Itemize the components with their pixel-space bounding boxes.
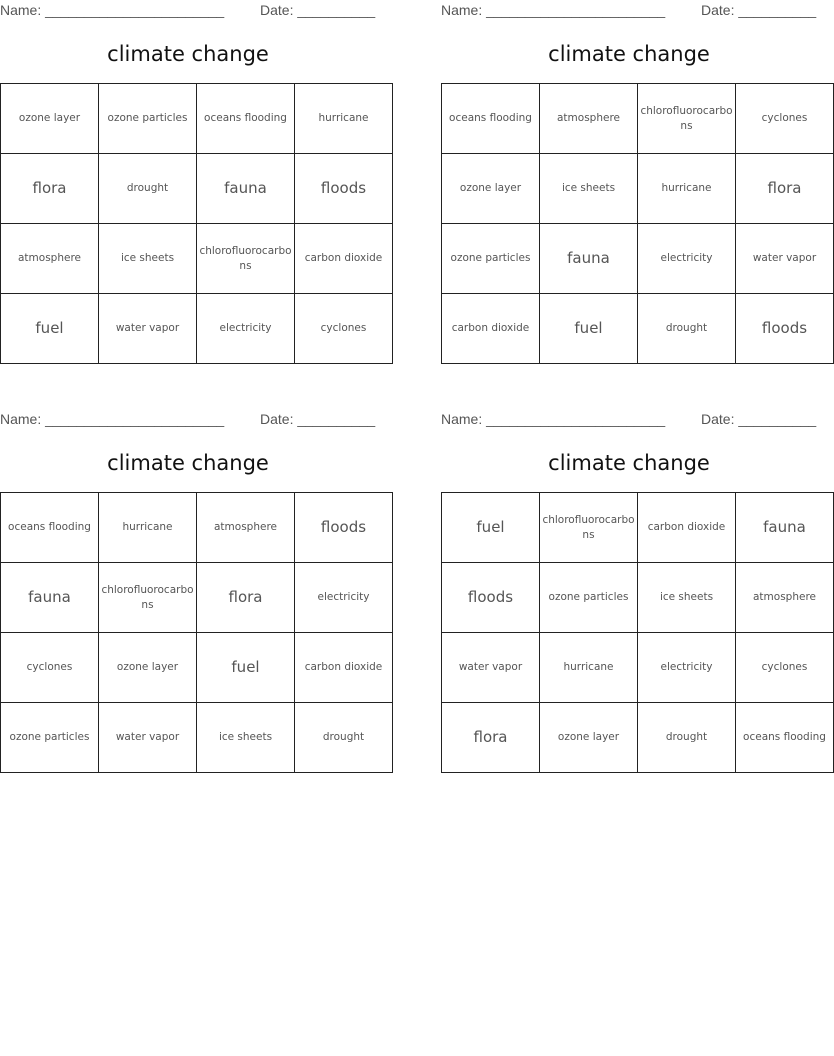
grid-cell: oceans flooding	[442, 84, 540, 154]
grid-row	[442, 563, 834, 633]
grid-cell: fuel	[442, 493, 540, 563]
grid-cell: oceans flooding	[736, 703, 834, 773]
grid-cell: atmosphere	[1, 224, 99, 294]
name-field: Name: _______________________	[441, 411, 666, 427]
grid-cell: ice sheets	[540, 154, 638, 224]
grid-cell: ice sheets	[638, 563, 736, 633]
grid-row	[1, 224, 393, 294]
grid-cell: ice sheets	[99, 224, 197, 294]
grid-cell: electricity	[638, 633, 736, 703]
grid-cell: carbon dioxide	[442, 294, 540, 364]
grid-cell: oceans flooding	[1, 493, 99, 563]
grid-row	[1, 563, 393, 633]
grid-cell: electricity	[295, 563, 393, 633]
bingo-grid	[441, 492, 834, 773]
grid-cell: chlorofluorocarbons	[99, 563, 197, 633]
grid-row	[442, 84, 834, 154]
grid-cell: hurricane	[295, 84, 393, 154]
card-title: climate change	[107, 451, 269, 475]
bingo-card-1	[0, 0, 383, 370]
grid-cell: fauna	[540, 224, 638, 294]
grid-cell: atmosphere	[540, 84, 638, 154]
grid-cell: floods	[295, 154, 393, 224]
grid-cell: oceans flooding	[197, 84, 295, 154]
grid-cell: floods	[736, 294, 834, 364]
card-header	[0, 2, 376, 20]
date-field: Date: __________	[701, 2, 817, 18]
grid-cell: floods	[295, 493, 393, 563]
grid-cell: ozone layer	[1, 84, 99, 154]
card-title: climate change	[107, 42, 269, 66]
grid-cell: cyclones	[736, 633, 834, 703]
grid-cell: ozone layer	[442, 154, 540, 224]
grid-cell: electricity	[197, 294, 295, 364]
grid-cell: ozone particles	[1, 703, 99, 773]
grid-cell: electricity	[638, 224, 736, 294]
grid-cell: fauna	[197, 154, 295, 224]
grid-cell: fuel	[1, 294, 99, 364]
grid-cell: flora	[197, 563, 295, 633]
grid-cell: water vapor	[736, 224, 834, 294]
name-field: Name: _______________________	[441, 2, 666, 18]
grid-row	[1, 633, 393, 703]
grid-cell: hurricane	[99, 493, 197, 563]
bingo-grid	[0, 492, 393, 773]
grid-cell: fauna	[1, 563, 99, 633]
grid-cell: floods	[442, 563, 540, 633]
grid-cell: fuel	[540, 294, 638, 364]
bingo-card-3	[0, 409, 383, 779]
grid-cell: fuel	[197, 633, 295, 703]
bingo-card-2	[441, 0, 817, 370]
grid-row	[442, 224, 834, 294]
grid-cell: water vapor	[99, 703, 197, 773]
grid-row	[1, 84, 393, 154]
grid-cell: cyclones	[736, 84, 834, 154]
grid-cell: carbon dioxide	[638, 493, 736, 563]
grid-cell: flora	[442, 703, 540, 773]
grid-cell: hurricane	[540, 633, 638, 703]
grid-cell: atmosphere	[736, 563, 834, 633]
grid-cell: drought	[99, 154, 197, 224]
card-header	[0, 411, 376, 429]
date-field: Date: __________	[260, 411, 376, 427]
grid-cell: ozone particles	[442, 224, 540, 294]
bingo-card-4	[441, 409, 826, 779]
grid-row	[1, 294, 393, 364]
grid-row	[442, 294, 834, 364]
grid-cell: fauna	[736, 493, 834, 563]
grid-cell: hurricane	[638, 154, 736, 224]
grid-cell: ozone particles	[540, 563, 638, 633]
date-field: Date: __________	[701, 411, 817, 427]
grid-cell: chlorofluorocarbons	[540, 493, 638, 563]
grid-cell: flora	[736, 154, 834, 224]
card-header	[441, 2, 817, 20]
grid-row	[442, 493, 834, 563]
grid-row	[1, 154, 393, 224]
name-field: Name: _______________________	[0, 2, 225, 18]
grid-cell: cyclones	[295, 294, 393, 364]
grid-cell: ozone layer	[540, 703, 638, 773]
grid-cell: chlorofluorocarbons	[638, 84, 736, 154]
card-title: climate change	[548, 42, 710, 66]
grid-cell: drought	[638, 294, 736, 364]
grid-cell: ice sheets	[197, 703, 295, 773]
grid-cell: chlorofluorocarbons	[197, 224, 295, 294]
card-title: climate change	[548, 451, 710, 475]
grid-row	[442, 703, 834, 773]
grid-row	[1, 703, 393, 773]
grid-cell: carbon dioxide	[295, 224, 393, 294]
date-field: Date: __________	[260, 2, 376, 18]
card-header	[441, 411, 817, 429]
grid-cell: drought	[638, 703, 736, 773]
bingo-grid	[0, 83, 393, 364]
grid-cell: carbon dioxide	[295, 633, 393, 703]
grid-cell: water vapor	[442, 633, 540, 703]
grid-cell: flora	[1, 154, 99, 224]
grid-cell: ozone particles	[99, 84, 197, 154]
grid-row	[442, 633, 834, 703]
grid-cell: cyclones	[1, 633, 99, 703]
grid-cell: ozone layer	[99, 633, 197, 703]
name-field: Name: _______________________	[0, 411, 225, 427]
grid-cell: drought	[295, 703, 393, 773]
grid-row	[1, 493, 393, 563]
grid-cell: atmosphere	[197, 493, 295, 563]
bingo-grid	[441, 83, 834, 364]
grid-row	[442, 154, 834, 224]
grid-cell: water vapor	[99, 294, 197, 364]
